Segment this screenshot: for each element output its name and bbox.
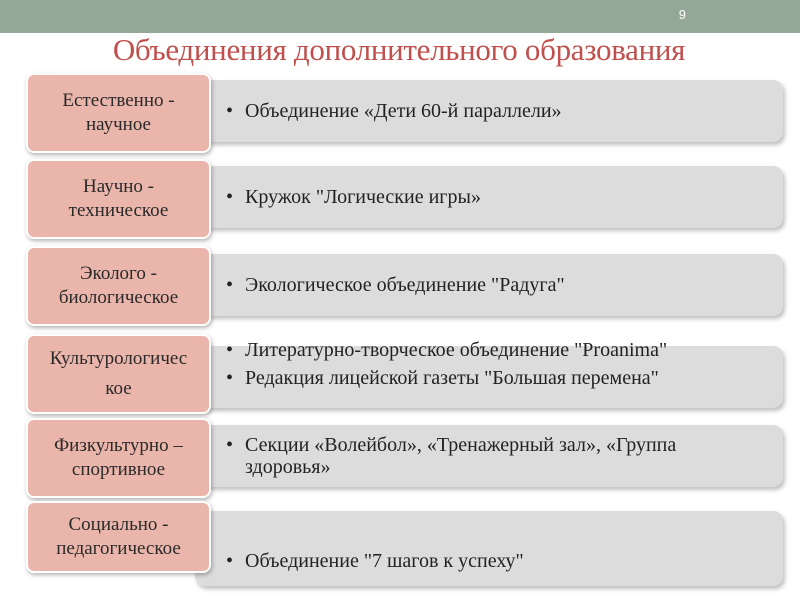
category-label-line1: Физкультурно –	[54, 435, 183, 456]
page-number: 9	[678, 7, 686, 22]
category-box	[26, 418, 211, 498]
category-label-line2: техническое	[68, 200, 169, 221]
list-item: • Экологическое объединение "Радуга"	[223, 274, 783, 296]
category-box	[26, 334, 211, 414]
category-box	[26, 246, 211, 326]
category-label-line2: научное	[85, 114, 151, 135]
list-item: • Кружок "Логические игры»	[223, 186, 783, 208]
description-list	[223, 339, 743, 389]
list-item: • Объединение "7 шагов к успеху"	[223, 550, 783, 572]
description-box	[195, 339, 783, 408]
category-box	[26, 159, 211, 239]
category-label-line2: кое	[105, 378, 132, 399]
description-box	[195, 166, 783, 228]
description-list	[223, 274, 783, 296]
category-label-line1: Научно -	[83, 176, 154, 197]
description-list	[223, 186, 783, 208]
category-label-line2: спортивное	[71, 459, 166, 480]
list-item: • Объединение «Дети 60-й параллели»	[223, 100, 783, 122]
description-list	[223, 550, 783, 572]
description-list	[223, 434, 723, 478]
slide-top-bar	[0, 0, 800, 33]
category-box	[26, 501, 211, 573]
description-box	[195, 425, 783, 487]
category-label-line2: педагогическое	[56, 538, 181, 559]
list-item: • Литературно-творческое объединение "Proanima"	[223, 339, 743, 361]
description-box	[195, 254, 783, 316]
category-label-line1: Культурологичес	[49, 348, 188, 369]
slide-title: Объединения дополнительного образования	[112, 32, 686, 67]
category-label-line1: Эколого -	[80, 263, 157, 284]
description-box	[195, 511, 783, 586]
list-item: • Редакция лицейской газеты "Большая перемена"	[223, 367, 743, 389]
category-label-line1: Социально -	[68, 514, 169, 535]
category-label-line1: Естественно -	[62, 90, 175, 111]
description-list	[223, 100, 783, 122]
category-box	[26, 73, 211, 153]
category-label-line2: биологическое	[58, 287, 179, 308]
description-box	[195, 80, 783, 142]
list-item: • Секции «Волейбол», «Тренажерный зал», «Группа здоровья»	[223, 434, 723, 478]
